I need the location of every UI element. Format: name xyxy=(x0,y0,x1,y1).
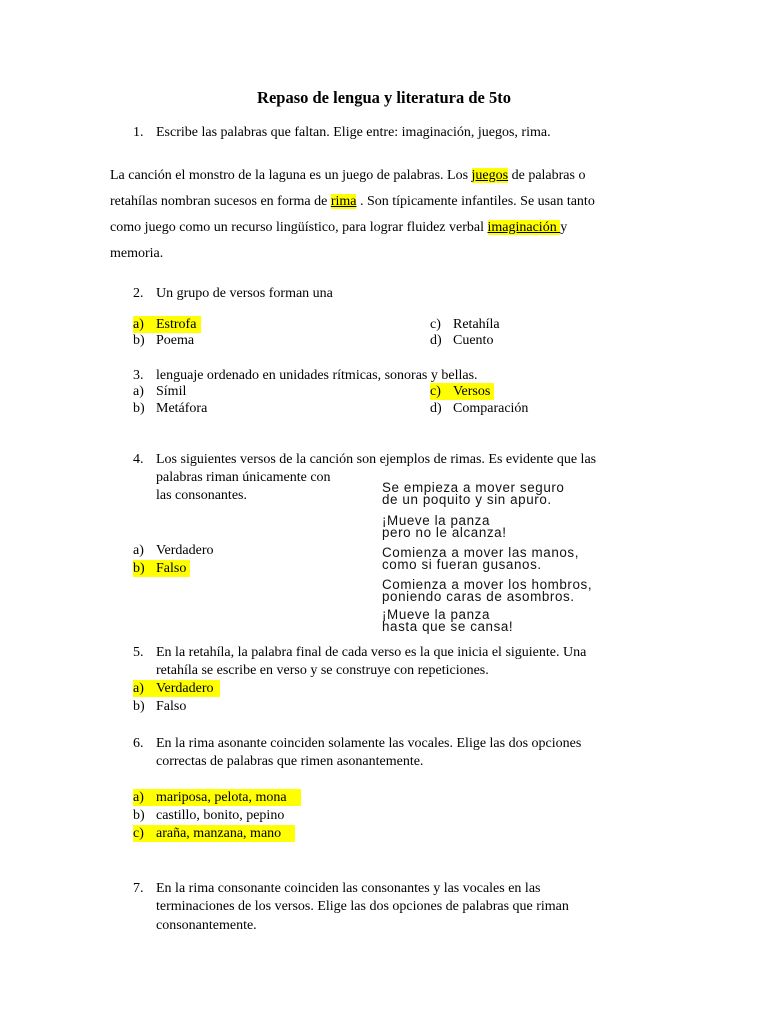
q6-number: 6. xyxy=(133,736,144,751)
fill-blank-rima[interactable]: rima xyxy=(330,194,357,209)
q6-option-b[interactable]: b) castillo, bonito, pepino xyxy=(133,808,285,823)
poem-line: como si fueran gusanos. xyxy=(382,557,542,572)
q2-option-b[interactable]: b) Poema xyxy=(133,333,195,348)
poem-line: ¡Mueve la panza xyxy=(382,607,490,622)
poem-line: pero no le alcanza! xyxy=(382,525,507,540)
q1-paragraph-line2: retahílas nombran sucesos en forma de rima . Son típicamente infantiles. Se usan tanto xyxy=(110,194,595,209)
q5-option-a[interactable]: a) Verdadero xyxy=(133,680,220,697)
q6-option-a[interactable]: a) mariposa, pelota, mona xyxy=(133,789,301,806)
q3-option-a[interactable]: a) Símil xyxy=(133,384,187,399)
q6-prompt-line2: correctas de palabras que rimen asonantemente. xyxy=(156,754,424,769)
q4-option-b[interactable]: b) Falso xyxy=(133,560,190,577)
q7-prompt-line1: En la rima consonante coinciden las consonantes y las vocales en las xyxy=(156,881,541,896)
poem-line: Se empieza a mover seguro xyxy=(382,480,565,495)
q1-paragraph-line1: La canción el monstro de la laguna es un juego de palabras. Los juegos de palabras o xyxy=(110,168,586,183)
q4-prompt-line2: palabras riman únicamente con xyxy=(156,470,331,485)
q5-prompt-line1: En la retahíla, la palabra final de cada verso es la que inicia el siguiente. Una xyxy=(156,645,587,660)
q5-prompt-line2: retahíla se escribe en verso y se construye con repeticiones. xyxy=(156,663,489,678)
q5-option-b[interactable]: b) Falso xyxy=(133,699,187,714)
fill-blank-juegos[interactable]: juegos xyxy=(471,168,509,183)
q4-prompt-line3: las consonantes. xyxy=(156,488,247,503)
q7-prompt-line3: consonantemente. xyxy=(156,918,257,933)
page-title: Repaso de lengua y literatura de 5to xyxy=(257,88,511,107)
q4-prompt-line1: Los siguientes versos de la canción son ejemplos de rimas. Es evidente que las xyxy=(156,452,597,467)
q1-paragraph-line3: como juego como un recurso lingüístico, para lograr fluidez verbal imaginación y xyxy=(110,220,568,235)
poem-line: de un poquito y sin apuro. xyxy=(382,492,552,507)
q2-option-d[interactable]: d) Cuento xyxy=(430,333,494,348)
q1-prompt: Escribe las palabras que faltan. Elige entre: imaginación, juegos, rima. xyxy=(156,125,551,140)
q6-prompt-line1: En la rima asonante coinciden solamente las vocales. Elige las dos opciones xyxy=(156,736,582,751)
q7-number: 7. xyxy=(133,881,144,896)
q4-option-a[interactable]: a) Verdadero xyxy=(133,543,214,558)
poem-line: hasta que se cansa! xyxy=(382,619,514,634)
q2-number: 2. xyxy=(133,286,144,301)
q4-number: 4. xyxy=(133,452,144,467)
q2-option-c[interactable]: c) Retahíla xyxy=(430,317,500,332)
q7-prompt-line2: terminaciones de los versos. Elige las dos opciones de palabras que riman xyxy=(156,899,569,914)
q1-paragraph-line4: memoria. xyxy=(110,246,164,261)
q2-option-a[interactable]: a) Estrofa xyxy=(133,316,201,333)
poem-line: ¡Mueve la panza xyxy=(382,513,490,528)
poem-line: Comienza a mover los hombros, xyxy=(382,577,593,592)
q3-option-b[interactable]: b) Metáfora xyxy=(133,401,208,416)
poem-excerpt-image xyxy=(374,473,674,634)
q3-option-c[interactable]: c) Versos xyxy=(430,383,494,400)
fill-blank-imaginacion[interactable]: imaginación xyxy=(487,220,561,235)
poem-line: Comienza a mover las manos, xyxy=(382,545,580,560)
q3-number: 3. xyxy=(133,368,144,383)
q2-prompt: Un grupo de versos forman una xyxy=(156,286,333,301)
q6-option-c[interactable]: c) araña, manzana, mano xyxy=(133,825,295,842)
poem-line: poniendo caras de asombros. xyxy=(382,589,575,604)
q5-number: 5. xyxy=(133,645,144,660)
q3-option-d[interactable]: d) Comparación xyxy=(430,401,529,416)
q3-prompt: lenguaje ordenado en unidades rítmicas, sonoras y bellas. xyxy=(156,368,478,383)
q1-number: 1. xyxy=(133,125,144,140)
